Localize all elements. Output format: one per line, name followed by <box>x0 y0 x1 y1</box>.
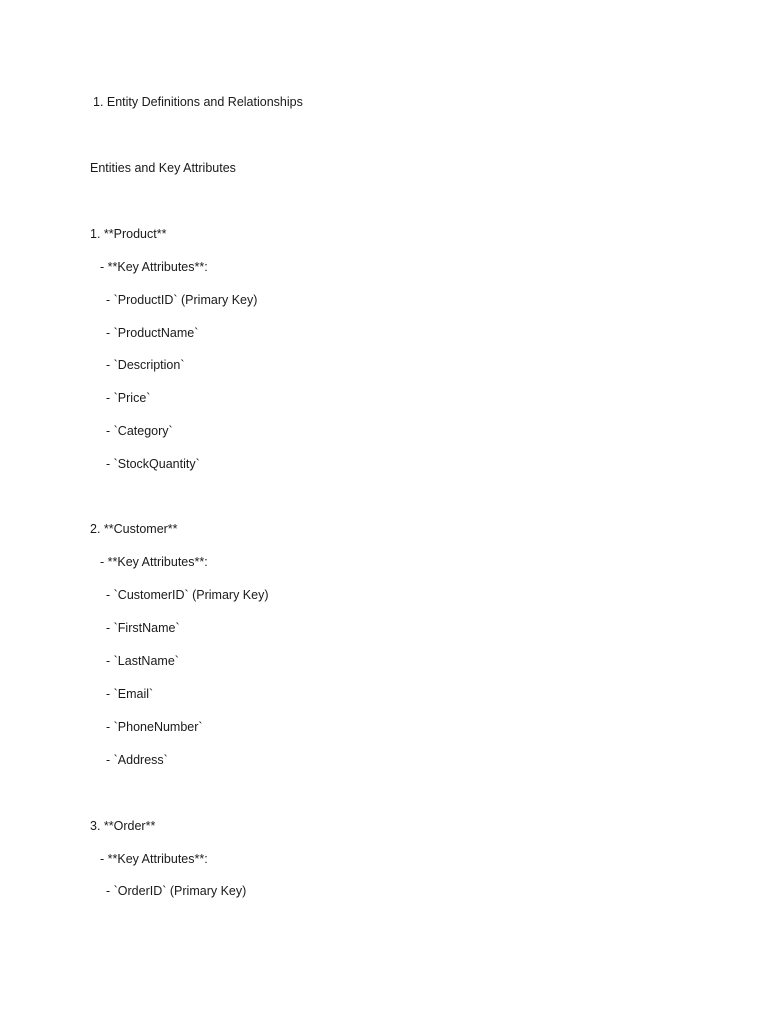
entity-title-order: 3. **Order** <box>90 819 156 833</box>
document-heading: 1. Entity Definitions and Relationships <box>93 95 303 109</box>
attribute-item: - `Description` <box>106 358 185 372</box>
entity-title-product: 1. **Product** <box>90 227 167 241</box>
attribute-item: - `Category` <box>106 424 173 438</box>
attribute-item: - `PhoneNumber` <box>106 720 203 734</box>
key-attributes-label: - **Key Attributes**: <box>100 260 208 274</box>
key-attributes-label: - **Key Attributes**: <box>100 852 208 866</box>
attribute-item: - `OrderID` (Primary Key) <box>106 884 247 898</box>
attribute-item: - `FirstName` <box>106 621 180 635</box>
attribute-item: - `Address` <box>106 753 168 767</box>
attribute-item: - `LastName` <box>106 654 179 668</box>
key-attributes-label: - **Key Attributes**: <box>100 555 208 569</box>
entity-title-customer: 2. **Customer** <box>90 522 178 536</box>
attribute-item: - `Email` <box>106 687 154 701</box>
section-subheading: Entities and Key Attributes <box>90 161 236 175</box>
attribute-item: - `ProductName` <box>106 326 199 340</box>
attribute-item: - `ProductID` (Primary Key) <box>106 293 258 307</box>
attribute-item: - `Price` <box>106 391 151 405</box>
attribute-item: - `StockQuantity` <box>106 457 200 471</box>
attribute-item: - `CustomerID` (Primary Key) <box>106 588 269 602</box>
